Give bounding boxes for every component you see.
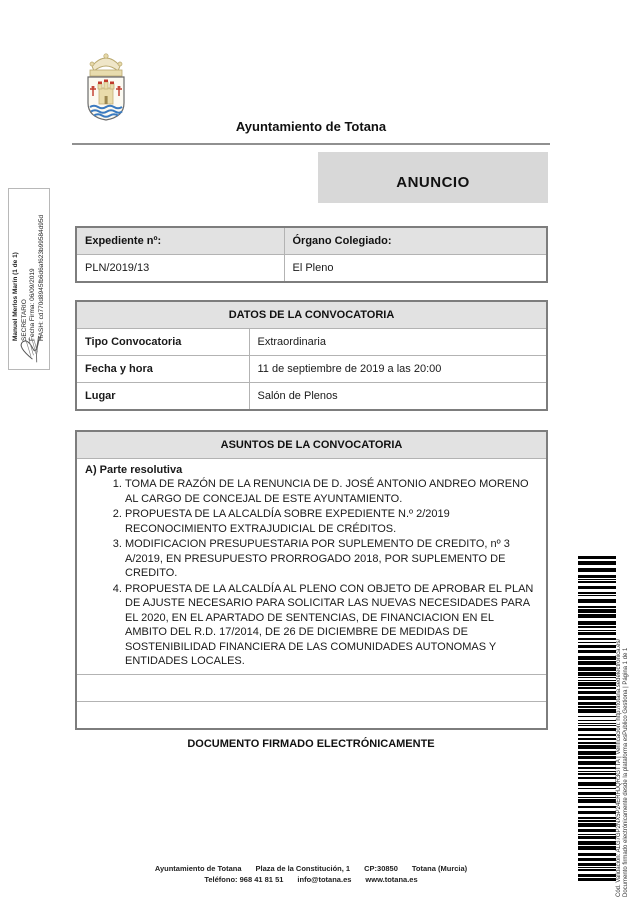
title-divider [72,143,550,145]
asuntos-item: 3. MODIFICACION PRESUPUESTARIA POR SUPLEMENTO DE CREDITO, nº 3 A/2019, EN PRESUPUESTO PRORROGADO 2018, POR SUPLEMENTO DE CREDITO. [125,537,538,581]
footer-address: Plaza de la Constitución, 1 [255,864,351,873]
footer-email: info@totana.es [297,875,352,884]
asuntos-list [85,477,538,669]
footer-city: Totana (Murcia) [411,864,468,873]
section-label: A) Parte resolutiva [85,464,183,476]
signature-hash: HASH: cd770d8945fb6d6af623b99584d95d [37,214,45,341]
validation-barcode [578,556,616,882]
footer-website: www.totana.es [365,875,418,884]
signature-stamp-text [12,193,46,341]
table-row [76,459,547,675]
table-header-row [76,301,547,329]
validation-side-text [616,547,630,897]
empty-row [76,674,547,701]
signature-stamp-box [8,188,50,370]
row-label: Tipo Convocatoria [76,329,249,356]
page-title: Ayuntamiento de Totana [235,119,387,134]
asuntos-table [75,430,548,730]
asuntos-item: 2. PROPUESTA DE LA ALCALDÍA SOBRE EXPEDIENTE N.º 2/2019 RECONOCIMIENTO EXTRAJUDICIAL DE CRÉDITOS. [125,507,538,536]
asuntos-title: ASUNTOS DE LA CONVOCATORIA [76,431,547,459]
row-value: Salón de Plenos [249,383,547,411]
convocatoria-table [75,300,548,411]
table-row [76,329,547,356]
footer-line-2 [72,874,550,885]
footer-postal-code: CP:30850 [364,864,398,873]
organo-value: El Pleno [284,255,547,283]
announcement-banner [318,152,548,203]
row-value: 11 de septiembre de 2019 a las 20:00 [249,356,547,383]
validation-code-line: Cód. Validación: ALG7GP2NX5P24ERHJQR3GTTA | Verificación: http://totana.sedelectronica.es/ [616,638,622,897]
row-label: Fecha y hora [76,356,249,383]
table-row [76,255,547,283]
validation-platform-line: Documento firmado electrónicamente desde la plataforma esPublico Gestiona | Página 1 de 1 [623,647,629,897]
signed-electronically-label: DOCUMENTO FIRMADO ELECTRÓNICAMENTE [187,738,435,750]
expediente-header: Expediente nº: [76,227,284,255]
asuntos-item: 1. TOMA DE RAZÓN DE LA RENUNCIA DE D. JOSÉ ANTONIO ANDREO MORENO AL CARGO DE CONCEJAL DE ESTE AYUNTAMIENTO. [125,477,538,506]
footer-phone: Teléfono: 968 41 81 51 [204,875,284,884]
row-label: Lugar [76,383,249,411]
convocatoria-title: DATOS DE LA CONVOCATORIA [76,301,547,329]
footer-line-1 [72,863,550,874]
row-value: Extraordinaria [249,329,547,356]
table-header-row [76,431,547,459]
signer-role: SECRETARIO [20,299,28,341]
signature-date: Fecha Firma: 06/09/2019 [29,268,36,341]
totana-coat-of-arms-logo [78,44,134,122]
footer-org: Ayuntamiento de Totana [154,864,242,873]
organo-header: Órgano Colegiado: [284,227,547,255]
table-header-row [76,227,547,255]
table-row [76,383,547,411]
page-footer [72,863,550,885]
expediente-table [75,226,548,283]
signer-name: Manuel Merlos Marín (1 de 1) [12,252,19,341]
handwritten-signature-icon [13,325,47,365]
expediente-value: PLN/2019/13 [76,255,284,283]
announcement-label: ANUNCIO [396,173,470,191]
asuntos-body [76,459,547,675]
asuntos-item: 4. PROPUESTA DE LA ALCALDÍA AL PLENO CON OBJETO DE APROBAR EL PLAN DE AJUSTE NECESARIO PARA SOLICITAR LAS NUEVAS NECESIDADES PARA EL 2020, EN EL APARTADO DE SENTENCIAS, DE FINANCIACION EN EL AMBITO DEL R.D. 17/2014, DE 26 DE DICIEMBRE DE MEDIDAS DE SOSTENIBILIDAD FINANCIERA DE LAS COMUNIDADES AUTONOMAS Y ENTIDADES LOCALES. [125,582,538,669]
empty-row [76,701,547,729]
table-row [76,356,547,383]
